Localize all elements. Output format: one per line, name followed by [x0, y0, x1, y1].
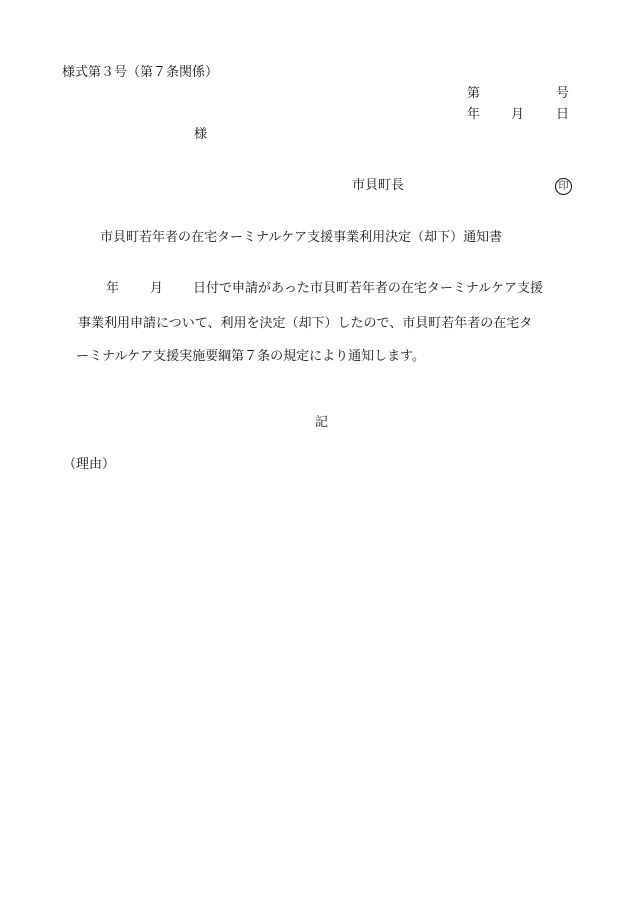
body-year-label: 年 [106, 281, 120, 296]
body-line-2: 事業利用申請について、利用を決定（却下）したので、市貝町若年者の在宅タ [78, 316, 533, 331]
body-line-1: 日付で申請があった市貝町若年者の在宅ターミナルケア支援 [193, 281, 543, 296]
date-month-label: 月 [511, 107, 525, 122]
date-year-label: 年 [467, 107, 481, 122]
seal-mark: 印 [555, 178, 572, 195]
recipient-suffix: 様 [194, 127, 208, 142]
ki-heading: 記 [315, 415, 329, 430]
form-label: 様式第３号（第７条関係） [62, 65, 219, 80]
doc-number-suffix: 号 [556, 86, 570, 101]
date-day-label: 日 [556, 107, 570, 122]
body-month-label: 月 [150, 281, 164, 296]
reason-label: （理由） [63, 457, 116, 472]
document-title: 市貝町若年者の在宅ターミナルケア支援事業利用決定（却下）通知書 [100, 230, 503, 245]
body-line-3: ーミナルケア支援実施要綱第７条の規定により通知します。 [76, 349, 426, 364]
doc-number-prefix: 第 [467, 86, 481, 101]
issuer-name: 市貝町長 [352, 178, 405, 193]
